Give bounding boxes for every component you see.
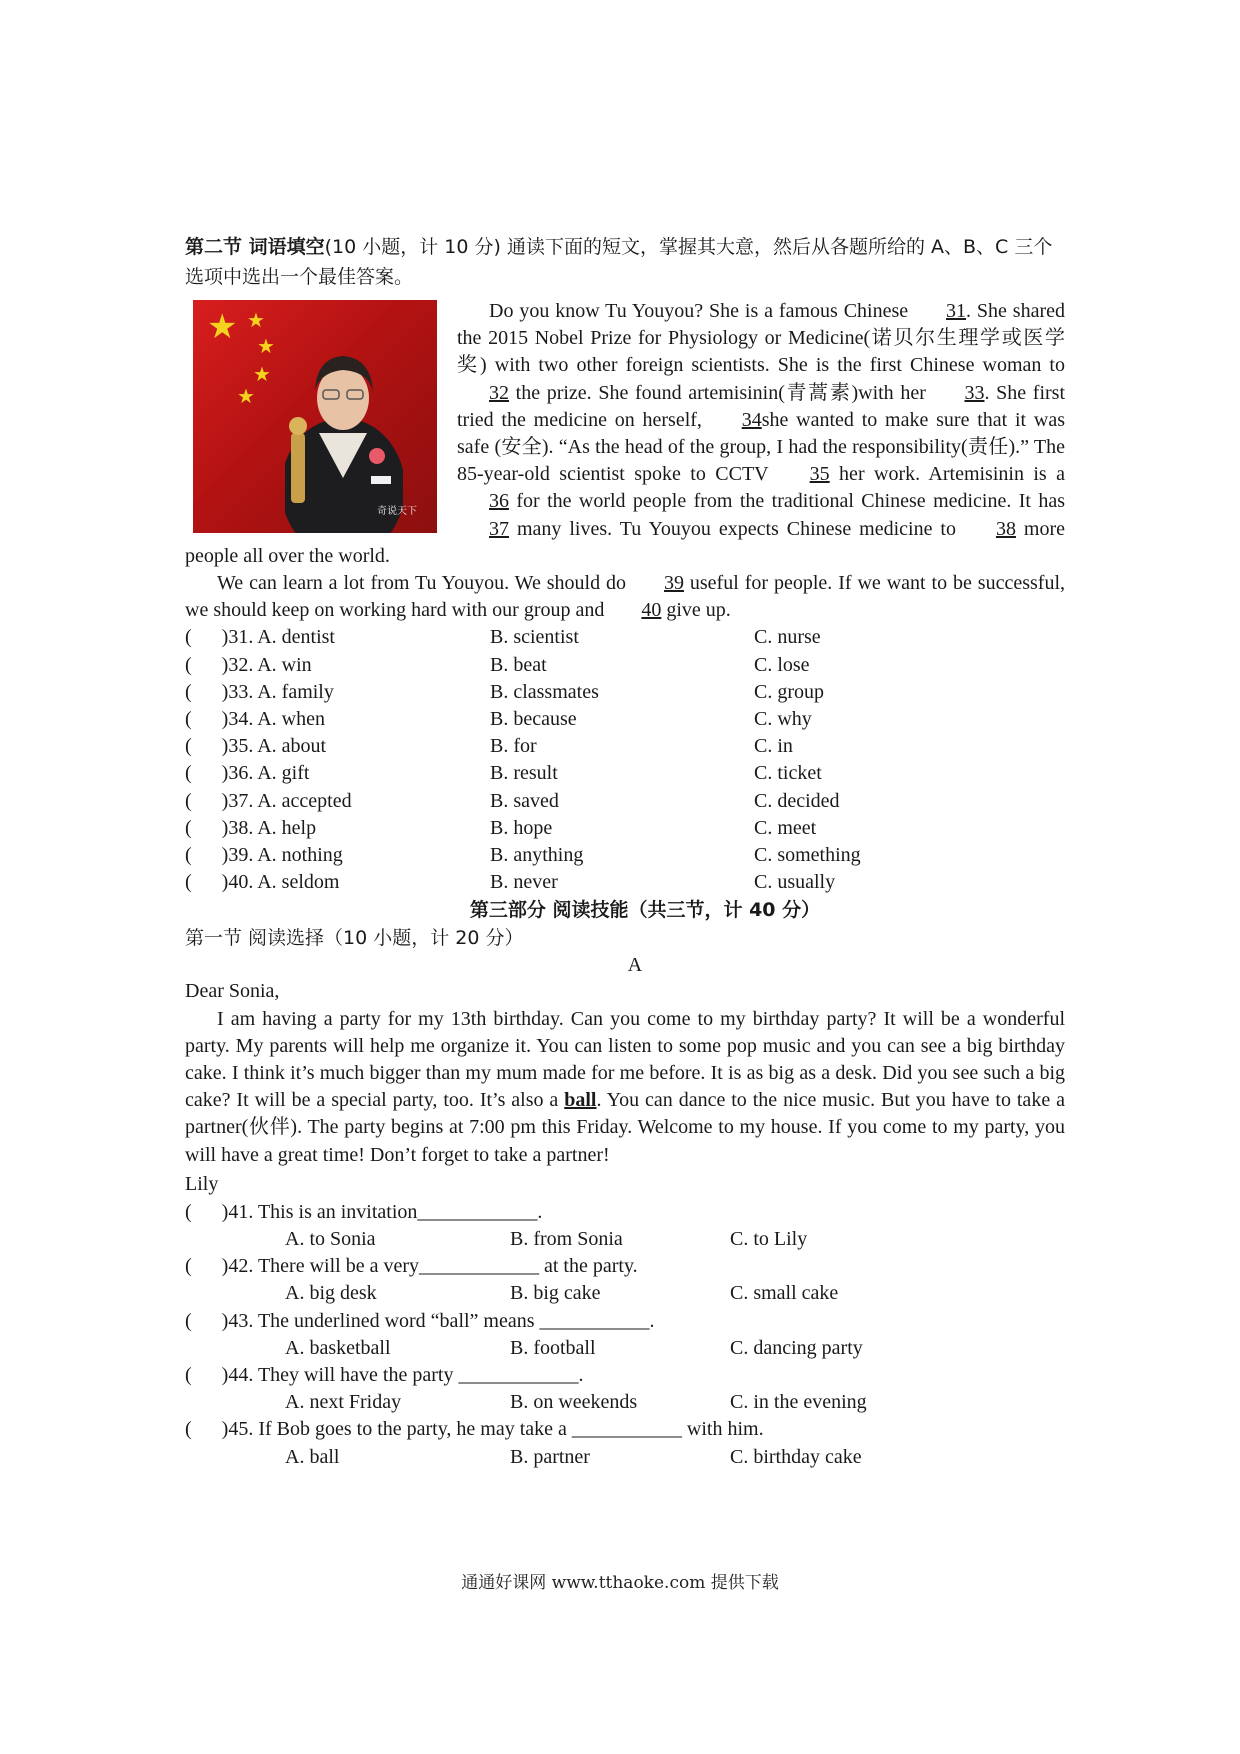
option-row bbox=[185, 788, 1065, 815]
answer-b: B. partner bbox=[510, 1445, 590, 1468]
option-row bbox=[185, 760, 1065, 787]
answer-b: B. from Sonia bbox=[510, 1227, 623, 1250]
option-b: B. because bbox=[490, 708, 577, 730]
question-options bbox=[185, 1444, 1065, 1471]
option-b: B. result bbox=[490, 762, 558, 785]
option-c: C. nurse bbox=[754, 626, 821, 649]
cloze-paragraph-2 bbox=[185, 570, 1065, 624]
option-a: ( )40. A. seldom bbox=[185, 871, 340, 894]
blank-37: 37 bbox=[489, 517, 509, 540]
exam-page bbox=[185, 232, 1065, 1471]
option-a: ( )39. A. nothing bbox=[185, 843, 343, 866]
question-stem: ( )42. There will be a very____________ at the party. bbox=[185, 1255, 638, 1278]
answer-b: B. football bbox=[510, 1336, 596, 1359]
question-stem: ( )43. The underlined word “ball” means ___________. bbox=[185, 1309, 655, 1332]
flag-star-icon: ★ bbox=[257, 336, 275, 358]
option-c: C. meet bbox=[754, 816, 817, 839]
answer-b: B. on weekends bbox=[510, 1391, 638, 1414]
option-c: C. lose bbox=[754, 653, 810, 676]
option-c: C. group bbox=[754, 680, 824, 703]
answer-a: A. ball bbox=[285, 1445, 340, 1468]
question-options bbox=[185, 1280, 1065, 1307]
option-row bbox=[185, 624, 1065, 651]
option-c: C. in bbox=[754, 735, 793, 758]
cloze-passage bbox=[185, 298, 1065, 624]
option-row bbox=[185, 679, 1065, 706]
passage-text: useful for people. If we want to be successful, we should keep on working hard with our group and bbox=[185, 572, 1065, 622]
option-b: B. classmates bbox=[490, 680, 599, 703]
question-options bbox=[185, 1335, 1065, 1362]
option-a: ( )31. A. dentist bbox=[185, 626, 335, 649]
letter-body-text: . You can dance to the nice music. But you have to take a partner(伙伴). The party begins at 7:00 pm this Friday. Welcome to my house. If you come to my party, you will have a great time! Don’t forget to take a partner! bbox=[185, 1089, 1065, 1166]
option-a: ( )32. A. win bbox=[185, 653, 312, 676]
answer-a: A. basketball bbox=[285, 1336, 391, 1359]
option-c: C. ticket bbox=[754, 762, 822, 785]
passage-text: more people all over the world. bbox=[185, 517, 1066, 567]
blank-40: 40 bbox=[641, 599, 662, 622]
question-options bbox=[185, 1389, 1065, 1416]
blank-38: 38 bbox=[995, 517, 1016, 540]
passage-label: A bbox=[627, 954, 643, 977]
option-b: B. for bbox=[490, 735, 537, 758]
section-2-instructions: (10 小题，计 10 分) 通读下面的短文，掌握其大意，然后从各题所给的 A、B、C 三个选项中选出一个最佳答案。 bbox=[185, 236, 1053, 288]
flag-star-icon: ★ bbox=[237, 386, 255, 408]
option-row bbox=[185, 733, 1065, 760]
section-2-heading bbox=[185, 232, 1065, 292]
question-stem: ( )45. If Bob goes to the party, he may take a ___________ with him. bbox=[185, 1418, 764, 1441]
underlined-word: ball bbox=[564, 1089, 597, 1112]
passage-text: for the world people from the traditional Chinese medicine. It has bbox=[509, 490, 1065, 513]
flag-star-icon: ★ bbox=[247, 310, 265, 332]
option-row bbox=[185, 706, 1065, 733]
question-options bbox=[185, 1226, 1065, 1253]
tu-youyou-photo bbox=[193, 300, 437, 533]
answer-c: C. birthday cake bbox=[730, 1445, 862, 1468]
section-2-title: 第二节 词语填空 bbox=[185, 236, 325, 258]
part-3-heading: 第三部分 阅读技能（共三节，计 40 分） bbox=[469, 899, 821, 922]
passage-text: her work. Artemisinin is a bbox=[829, 463, 1065, 486]
option-b: B. saved bbox=[490, 789, 559, 812]
option-c: C. why bbox=[754, 708, 812, 730]
option-row bbox=[185, 869, 1065, 896]
answer-a: A. big desk bbox=[285, 1282, 377, 1305]
option-a: ( )38. A. help bbox=[185, 816, 317, 839]
answer-c: C. dancing party bbox=[730, 1336, 863, 1359]
blank-36: 36 bbox=[489, 490, 509, 513]
option-c: C. decided bbox=[754, 789, 840, 812]
letter-body bbox=[185, 1006, 1065, 1169]
blank-33: 33 bbox=[964, 381, 985, 404]
passage-text: the prize. She found artemisinin(青蒿素)with her bbox=[509, 381, 933, 404]
passage-text: she wanted to make sure that it was safe (安全). “As the head of the group, I had the responsibility(责任).” The 85-year-old scientist spoke to CCTV bbox=[457, 408, 1065, 486]
option-b: B. scientist bbox=[490, 626, 579, 649]
option-b: B. beat bbox=[490, 653, 547, 676]
option-b: B. never bbox=[490, 871, 558, 894]
option-a: ( )34. A. when bbox=[185, 708, 325, 730]
option-c: C. something bbox=[754, 843, 861, 866]
blank-35: 35 bbox=[809, 463, 830, 486]
question-stem: ( )41. This is an invitation____________. bbox=[185, 1200, 543, 1223]
option-b: B. hope bbox=[490, 816, 553, 839]
blank-34: 34 bbox=[741, 408, 762, 431]
option-a: ( )37. A. accepted bbox=[185, 789, 352, 812]
option-b: B. anything bbox=[490, 843, 584, 866]
cloze-options bbox=[185, 624, 1065, 896]
blank-32: 32 bbox=[489, 381, 509, 404]
passage-text: . She first tried the medicine on herself, bbox=[457, 381, 1065, 431]
letter-body-text: I am having a party for my 13th birthday. Can you come to my birthday party? It will be a wonderful party. My parents will help me organize it. You can listen to some pop music and you can see a big birthday cake. I think it’s much bigger than my mum made for me before. It is as big as a desk. Did you see such a big cake? It will be a special party, too. It’s also a bbox=[185, 1007, 1065, 1112]
option-row bbox=[185, 652, 1065, 679]
option-c: C. usually bbox=[754, 871, 836, 894]
answer-c: C. to Lily bbox=[730, 1227, 808, 1250]
passage-text: Do you know Tu Youyou? She is a famous Chinese bbox=[489, 300, 915, 322]
passage-text: We can learn a lot from Tu Youyou. We should do bbox=[217, 572, 632, 595]
passage-text: . She shared the 2015 Nobel Prize for Physiology or Medicine(诺贝尔生理学或医学奖) with two other foreign scientists. She is the first Chinese woman to bbox=[457, 300, 1065, 377]
passage-text: give up. bbox=[661, 599, 731, 622]
flag-star-icon: ★ bbox=[207, 309, 238, 346]
reading-section-heading: 第一节 阅读选择（10 小题，计 20 分） bbox=[185, 927, 524, 950]
letter-signoff: Lily bbox=[185, 1172, 219, 1195]
passage-text: many lives. Tu Youyou expects Chinese medicine to bbox=[509, 517, 964, 540]
option-row bbox=[185, 842, 1065, 869]
option-a: ( )33. A. family bbox=[185, 680, 334, 703]
answer-c: C. in the evening bbox=[730, 1391, 867, 1414]
answer-a: A. to Sonia bbox=[285, 1227, 376, 1250]
blank-31: 31 bbox=[946, 300, 967, 322]
answer-a: A. next Friday bbox=[285, 1391, 402, 1414]
page-footer: 通通好课网 www.tthaoke.com 提供下载 bbox=[461, 1573, 779, 1593]
photo-watermark: 奇说天下 bbox=[377, 505, 417, 517]
flag-star-icon: ★ bbox=[253, 364, 271, 386]
option-a: ( )36. A. gift bbox=[185, 762, 310, 785]
reading-questions bbox=[185, 1199, 1065, 1471]
option-a: ( )35. A. about bbox=[185, 735, 327, 758]
answer-b: B. big cake bbox=[510, 1282, 601, 1305]
answer-c: C. small cake bbox=[730, 1282, 839, 1305]
letter-greeting: Dear Sonia, bbox=[185, 980, 280, 1003]
question-stem: ( )44. They will have the party ____________. bbox=[185, 1363, 584, 1386]
option-row bbox=[185, 815, 1065, 842]
letter-passage bbox=[185, 978, 1065, 1198]
blank-39: 39 bbox=[663, 572, 684, 595]
